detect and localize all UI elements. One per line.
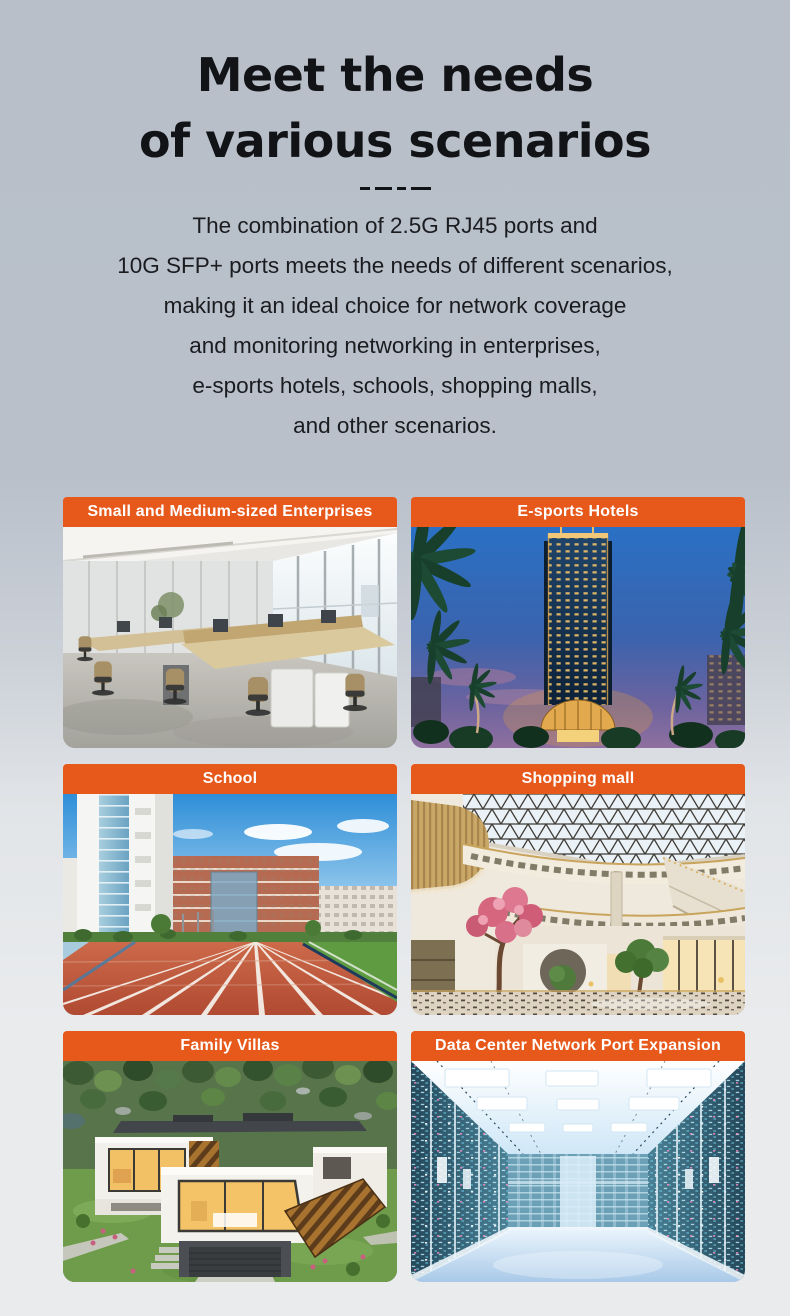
card-label: Shopping mall (411, 764, 745, 794)
description-line: The combination of 2.5G RJ45 ports and (192, 213, 598, 238)
card-label: Small and Medium-sized Enterprises (63, 497, 397, 527)
dashed-divider (0, 187, 790, 190)
datacenter-photo (411, 1061, 745, 1282)
title-line-1: Meet the needs (196, 48, 594, 102)
dash (411, 187, 431, 190)
school-photo (63, 794, 397, 1015)
description-line: 10G SFP+ ports meets the needs of different scenarios, (117, 253, 673, 278)
villa-photo (63, 1061, 397, 1282)
description-line: making it an ideal choice for network coverage (163, 293, 627, 318)
scenario-card-school (63, 764, 397, 1015)
dash (360, 187, 370, 190)
card-label: Data Center Network Port Expansion (411, 1031, 745, 1061)
description-line: and monitoring networking in enterprises, (189, 333, 601, 358)
hotel-photo (411, 527, 745, 748)
page-title (0, 42, 790, 174)
scenario-grid (63, 497, 745, 1282)
description-line: and other scenarios. (293, 413, 497, 438)
scenario-card-esports-hotels (411, 497, 745, 748)
section-header (0, 42, 790, 446)
scenario-card-shopping-mall (411, 764, 745, 1015)
dash (397, 187, 406, 190)
description-line: e-sports hotels, schools, shopping malls, (192, 373, 598, 398)
office-photo (63, 527, 397, 748)
title-line-2: of various scenarios (139, 114, 651, 168)
card-label: Family Villas (63, 1031, 397, 1061)
scenario-card-data-center (411, 1031, 745, 1282)
section-description (0, 206, 790, 446)
dash (375, 187, 392, 190)
card-label: School (63, 764, 397, 794)
scenario-card-enterprises (63, 497, 397, 748)
card-label: E-sports Hotels (411, 497, 745, 527)
mall-photo (411, 794, 745, 1015)
scenario-card-family-villas (63, 1031, 397, 1282)
